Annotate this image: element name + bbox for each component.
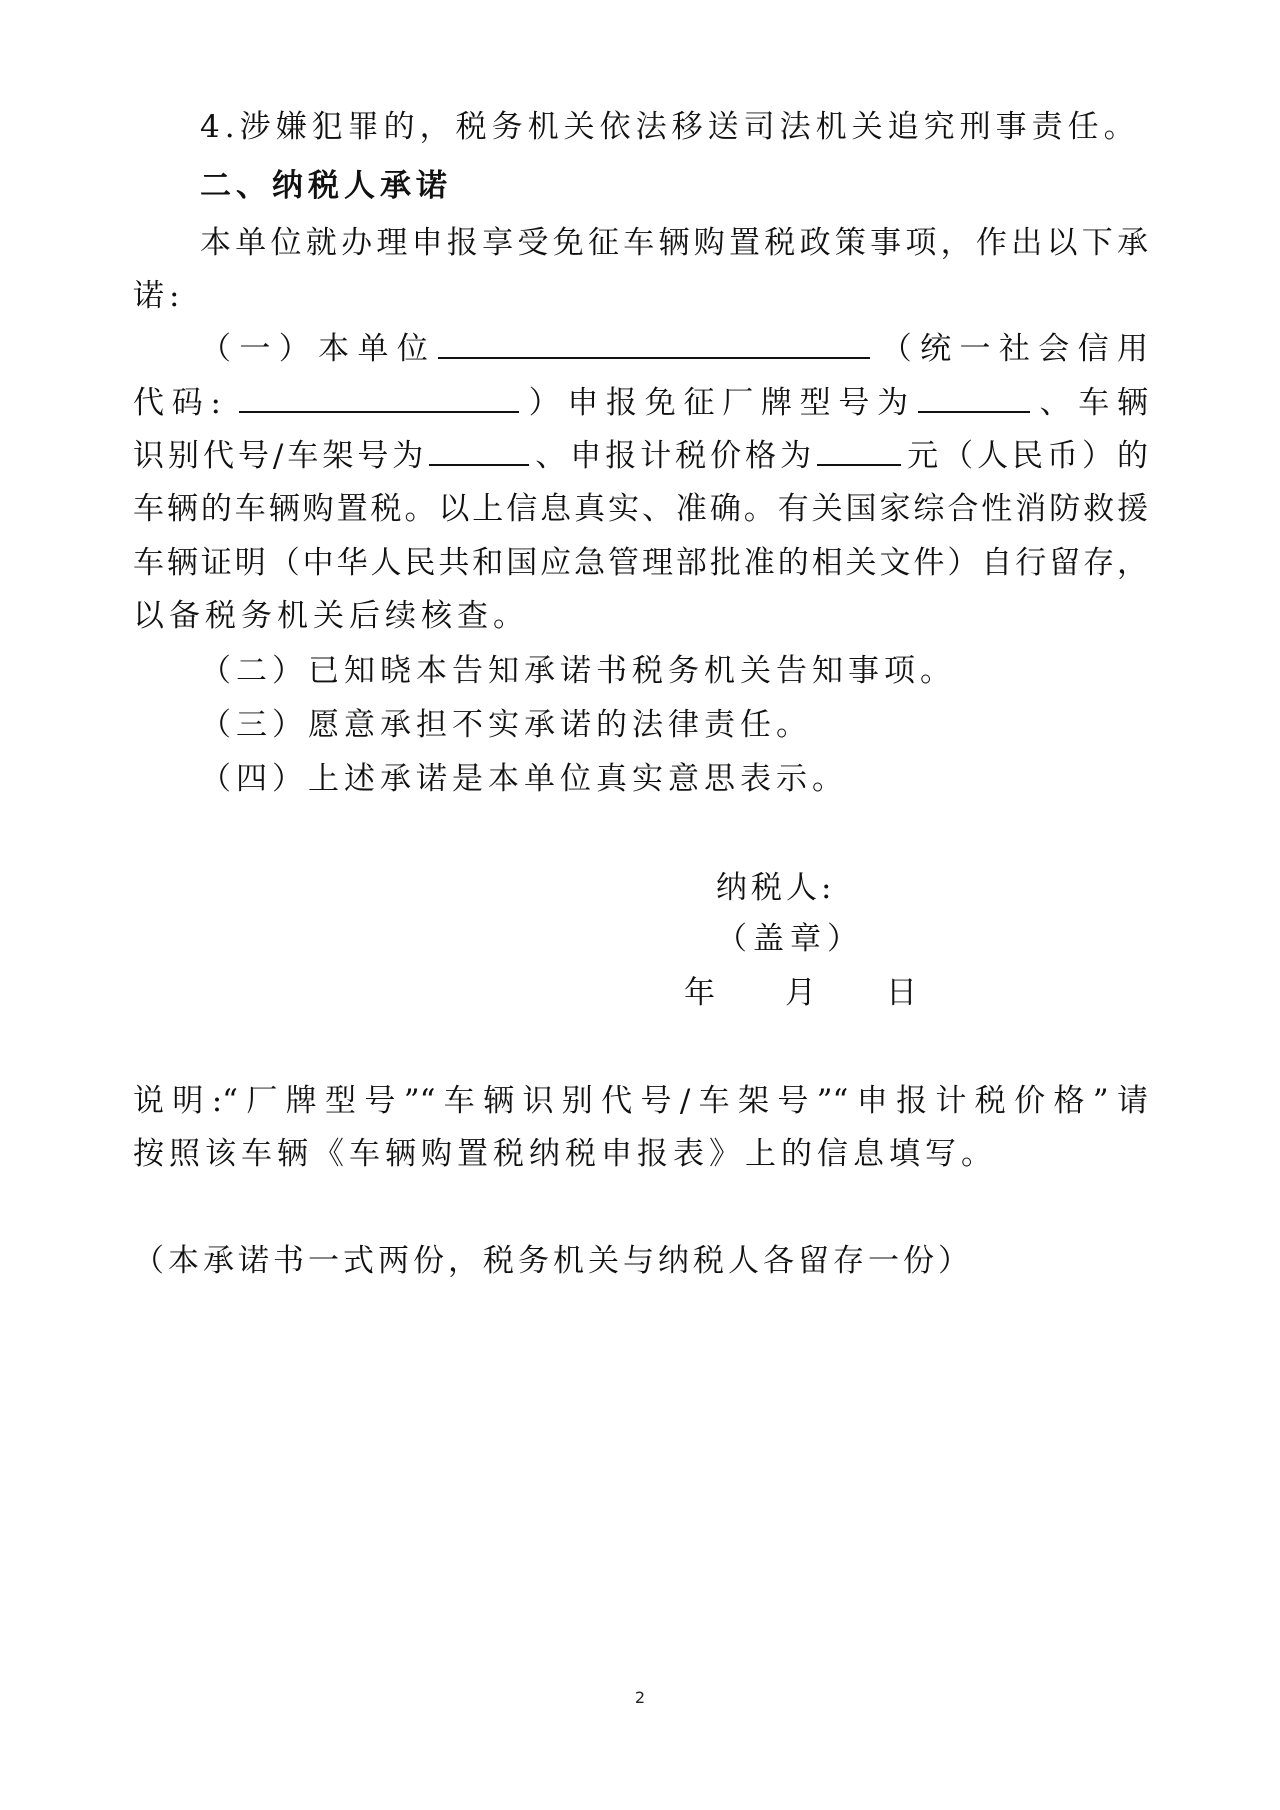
model-blank[interactable] xyxy=(918,383,1030,413)
intro-line-2: 诺: xyxy=(133,278,185,314)
vehicle-label: 、车辆 xyxy=(1031,385,1148,421)
intro-line-1: 本单位就办理申报享受免征车辆购置税政策事项，作出以下承 xyxy=(200,225,1148,261)
taxpayer-signature-label: 纳税人: xyxy=(716,870,836,906)
date-month: 月 xyxy=(785,975,816,1011)
seal-label: （盖章） xyxy=(716,921,864,957)
item-4-text: 4.涉嫌犯罪的，税务机关依法移送司法机关追究刑事责任。 xyxy=(200,109,1140,145)
date-year: 年 xyxy=(684,975,715,1011)
commitment-4: （四）上述承诺是本单位真实意思表示。 xyxy=(200,761,848,797)
commitment-1-line-1 xyxy=(200,329,1148,369)
commitment-1-prefix: （一）本单位 xyxy=(200,331,437,367)
price-label: 、申报计税价格为 xyxy=(531,438,816,474)
vin-label: 识别代号/车架号为 xyxy=(133,438,428,474)
page-number: 2 xyxy=(634,1688,646,1707)
price-blank[interactable] xyxy=(817,436,901,466)
note-line-1: 说明:“厂牌型号”“车辆识别代号/车架号”“申报计税价格”请 xyxy=(133,1083,1148,1119)
model-label: ）申报免征厂牌型号为 xyxy=(520,385,916,421)
commitment-1-line-5: 车辆证明（中华人民共和国应急管理部批准的相关文件）自行留存， xyxy=(133,545,1148,581)
date-day: 日 xyxy=(886,975,917,1011)
commitment-1-credit-label: （统一社会信用 xyxy=(872,331,1149,367)
unit-name-blank[interactable] xyxy=(438,329,870,359)
copies-note: （本承诺书一式两份，税务机关与纳税人各留存一份） xyxy=(133,1243,973,1279)
commitment-1-line-2 xyxy=(133,383,1148,423)
commitment-1-line-3 xyxy=(133,436,1148,476)
credit-code-blank[interactable] xyxy=(239,383,519,413)
commitment-2: （二）已知晓本告知承诺书税务机关告知事项。 xyxy=(200,653,956,689)
commitment-3: （三）愿意承担不实承诺的法律责任。 xyxy=(200,707,812,743)
section-2-heading: 二、纳税人承诺 xyxy=(200,168,452,204)
credit-code-label: 代码: xyxy=(133,385,221,421)
commitment-1-line-6: 以备税务机关后续核查。 xyxy=(133,598,529,634)
commitment-1-line-4: 车辆的车辆购置税。以上信息真实、准确。有关国家综合性消防救援 xyxy=(133,491,1148,527)
vin-blank[interactable] xyxy=(429,436,529,466)
currency-label: 元（人民币）的 xyxy=(903,438,1148,474)
note-line-2: 按照该车辆《车辆购置税纳税申报表》上的信息填写。 xyxy=(133,1136,997,1172)
date-line xyxy=(684,973,917,1013)
